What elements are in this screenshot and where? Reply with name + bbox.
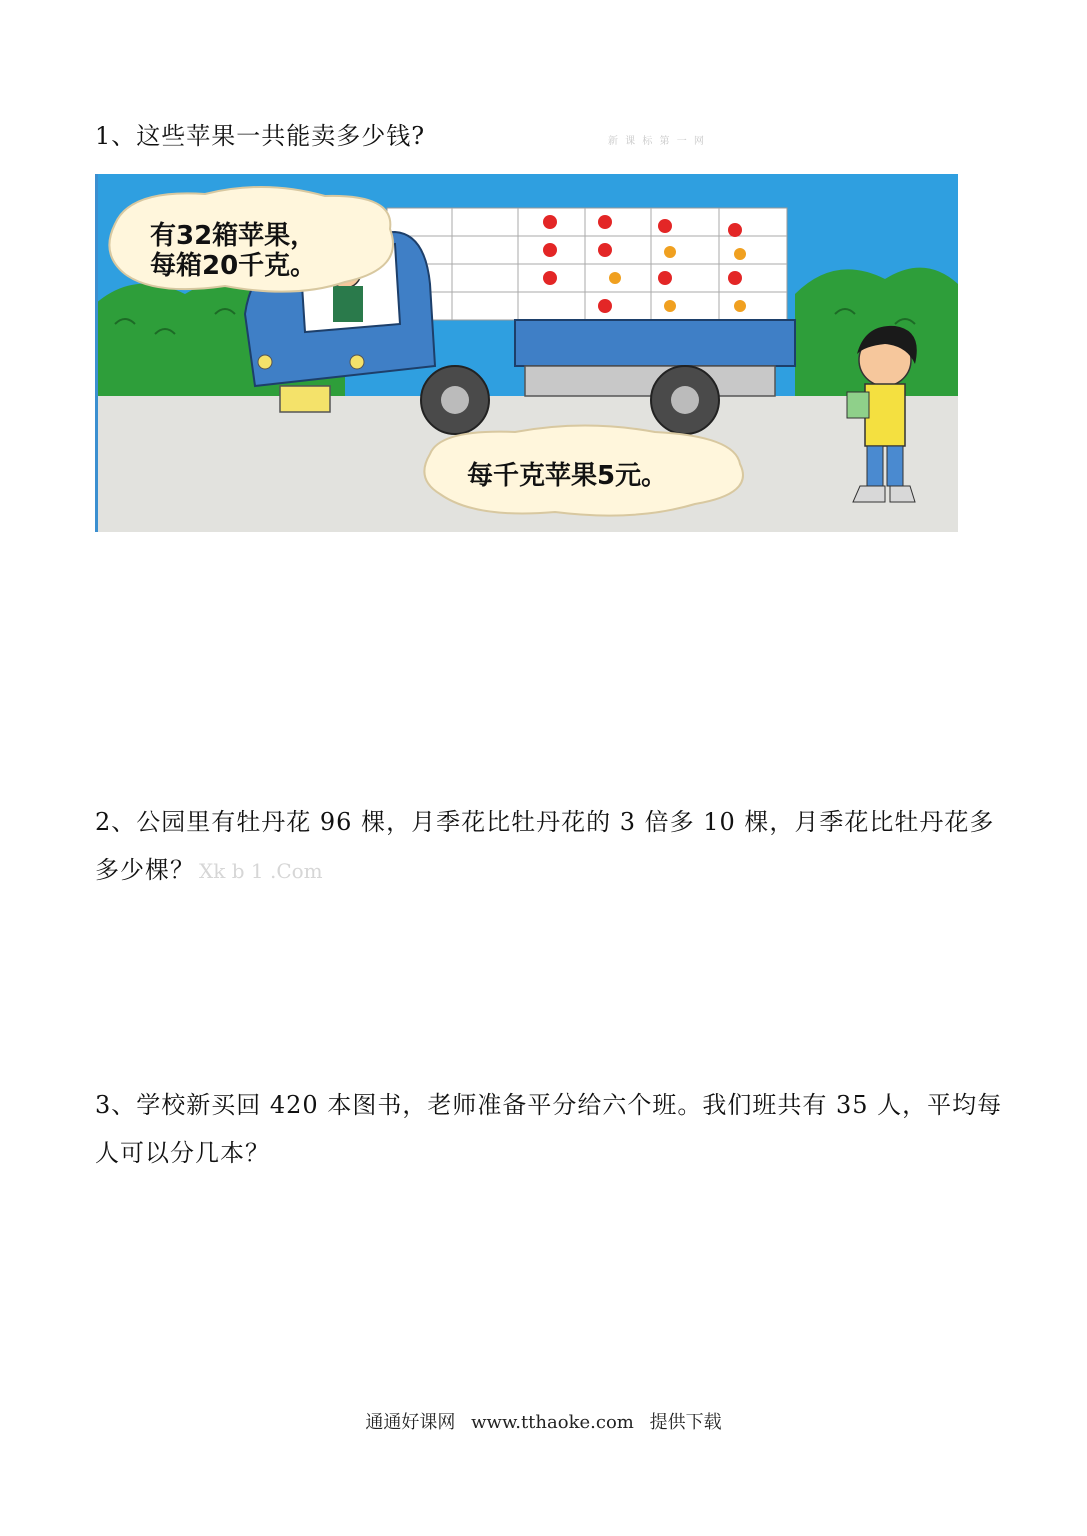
footer-note: 提供下载 bbox=[649, 1412, 722, 1433]
watermark-inline: Xk b 1 .Com bbox=[199, 859, 323, 883]
footer bbox=[0, 1408, 1087, 1434]
bubble-1-line-2: 每箱20千克。 bbox=[150, 251, 317, 281]
bubble-2-text: 每千克苹果5元。 bbox=[467, 461, 668, 491]
apple-crates bbox=[387, 208, 787, 320]
footer-url[interactable]: www.tthaoke.com bbox=[471, 1412, 634, 1433]
footer-site: 通通好课网 bbox=[365, 1412, 456, 1433]
question-3: 3、学校新买回 420 本图书，老师准备平分给六个班。我们班共有 35 人，平均每人可以分几本？ bbox=[95, 1091, 1003, 1167]
question-1: 1、这些苹果一共能卖多少钱? bbox=[95, 122, 426, 150]
question-2-text: 2、公园里有牡丹花 96 棵，月季花比牡丹花的 3 倍多 10 棵，月季花比牡丹花多多少棵？ bbox=[95, 808, 995, 884]
watermark-top: 新 课 标 第 一 网 bbox=[608, 136, 706, 147]
apple-truck-illustration bbox=[95, 174, 958, 532]
bubble-1-line-1: 有32箱苹果， bbox=[150, 221, 317, 251]
question-2 bbox=[95, 798, 1005, 895]
